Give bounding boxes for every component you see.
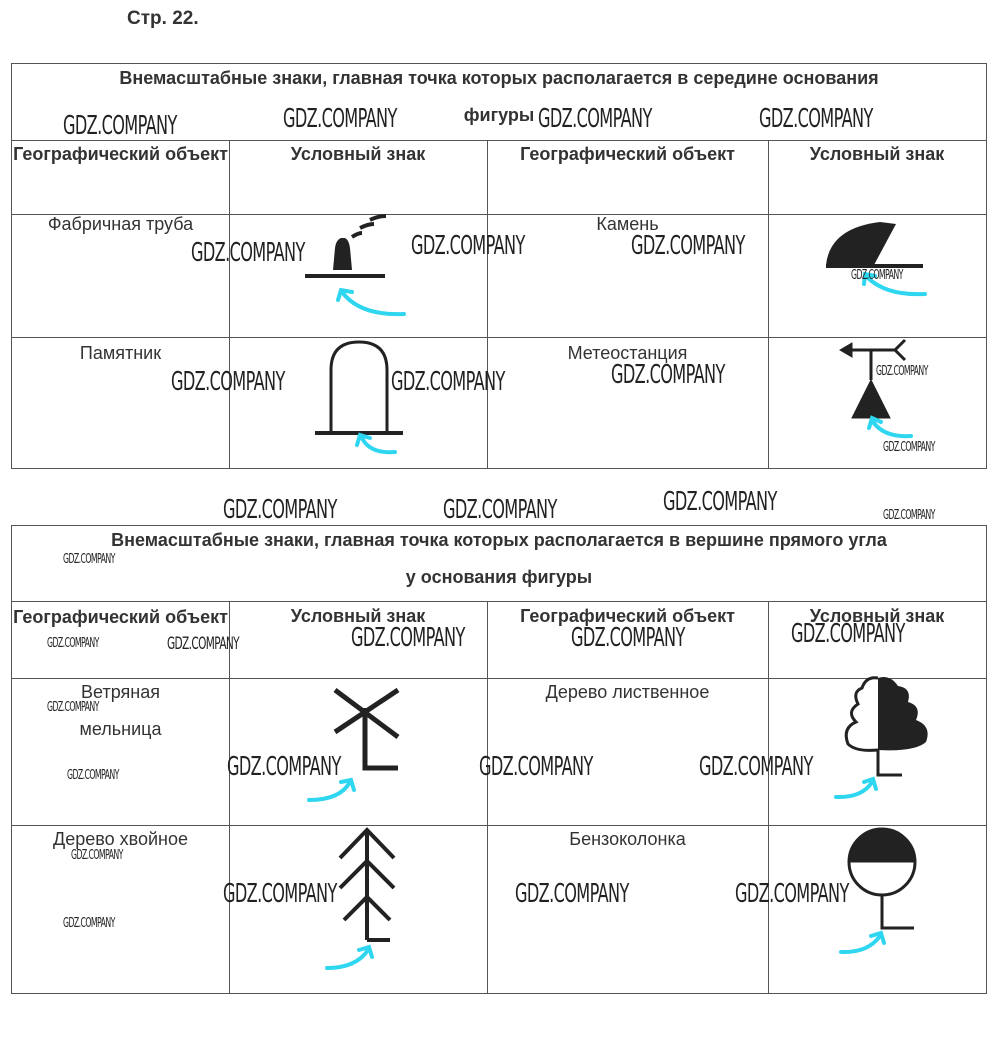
watermark: GDZ.COMPANY: [883, 440, 935, 455]
watermark: GDZ.COMPANY: [227, 752, 341, 782]
watermark: GDZ.COMPANY: [223, 495, 337, 525]
watermark: GDZ.COMPANY: [351, 623, 465, 653]
watermark: GDZ.COMPANY: [759, 104, 873, 134]
table-title: Внемасштабные знаки, главная точка которых располагается в вершине прямого угла: [111, 530, 887, 550]
header-geo-object: Географический объект: [520, 144, 735, 164]
header-geo-object: Географический объект: [13, 144, 228, 164]
watermark: GDZ.COMPANY: [631, 231, 745, 261]
arrow-icon: [869, 418, 911, 436]
watermark: GDZ.COMPANY: [883, 508, 935, 523]
object-deciduous-tree: Дерево лиственное: [545, 682, 710, 702]
header-symbol: Условный знак: [290, 144, 426, 164]
object-factory-chimney: Фабричная труба: [47, 214, 194, 234]
watermark: GDZ.COMPANY: [283, 104, 397, 134]
arrow-icon: [836, 779, 876, 797]
header-symbol: Условный знак: [290, 606, 426, 626]
watermark: GDZ.COMPANY: [851, 268, 903, 283]
arrow-icon: [327, 947, 372, 968]
watermark: GDZ.COMPANY: [699, 752, 813, 782]
watermark: GDZ.COMPANY: [67, 768, 119, 783]
watermark: GDZ.COMPANY: [63, 916, 115, 931]
header-geo-object: Географический объект: [13, 607, 228, 627]
watermark: GDZ.COMPANY: [515, 879, 629, 909]
watermark: GDZ.COMPANY: [63, 111, 177, 141]
watermark: GDZ.COMPANY: [171, 367, 285, 397]
page-label: Стр. 22.: [127, 8, 199, 29]
watermark: GDZ.COMPANY: [47, 636, 99, 651]
watermark: GDZ.COMPANY: [391, 367, 505, 397]
object-monument: Памятник: [79, 343, 162, 363]
arrow-icon: [357, 435, 395, 452]
windmill-icon: [335, 690, 398, 768]
conifer-tree-icon: [340, 830, 394, 940]
watermark: GDZ.COMPANY: [167, 634, 240, 654]
header-symbol: Условный знак: [809, 606, 945, 626]
object-windmill-line2: мельница: [79, 719, 162, 739]
gas-station-icon: [849, 829, 915, 928]
watermark: GDZ.COMPANY: [47, 700, 99, 715]
stone-icon: [826, 222, 923, 266]
arrow-icon: [338, 290, 404, 314]
watermark: GDZ.COMPANY: [191, 238, 305, 268]
watermark: GDZ.COMPANY: [571, 623, 685, 653]
object-gas-station: Бензоколонка: [569, 829, 686, 849]
watermark: GDZ.COMPANY: [663, 487, 777, 517]
watermark: GDZ.COMPANY: [63, 552, 115, 567]
watermark: GDZ.COMPANY: [735, 879, 849, 909]
monument-icon: [315, 342, 403, 433]
object-windmill: Ветряная: [81, 682, 160, 702]
arrow-icon: [309, 780, 354, 800]
header-symbol: Условный знак: [809, 144, 945, 164]
watermark: GDZ.COMPANY: [71, 848, 123, 863]
weather-station-icon: [840, 340, 905, 418]
watermark: GDZ.COMPANY: [411, 231, 525, 261]
object-stone: Камень: [596, 214, 659, 234]
object-weather-station: Метеостанция: [567, 343, 688, 363]
watermark: GDZ.COMPANY: [443, 495, 557, 525]
object-conifer-tree: Дерево хвойное: [53, 829, 188, 849]
watermark: GDZ.COMPANY: [611, 360, 725, 390]
table-title: Внемасштабные знаки, главная точка которых располагается в середине основания: [119, 68, 879, 88]
deciduous-tree-icon: [846, 677, 927, 775]
factory-chimney-icon: [305, 216, 386, 276]
watermark: GDZ.COMPANY: [538, 104, 652, 134]
watermark: GDZ.COMPANY: [791, 619, 905, 649]
watermark: GDZ.COMPANY: [876, 364, 928, 379]
table-title-line2: у основания фигуры: [405, 567, 593, 587]
arrow-icon: [841, 933, 884, 952]
watermark: GDZ.COMPANY: [479, 752, 593, 782]
watermark: GDZ.COMPANY: [223, 879, 337, 909]
header-geo-object: Географический объект: [520, 606, 735, 626]
table-title-line2: фигуры: [463, 105, 535, 125]
